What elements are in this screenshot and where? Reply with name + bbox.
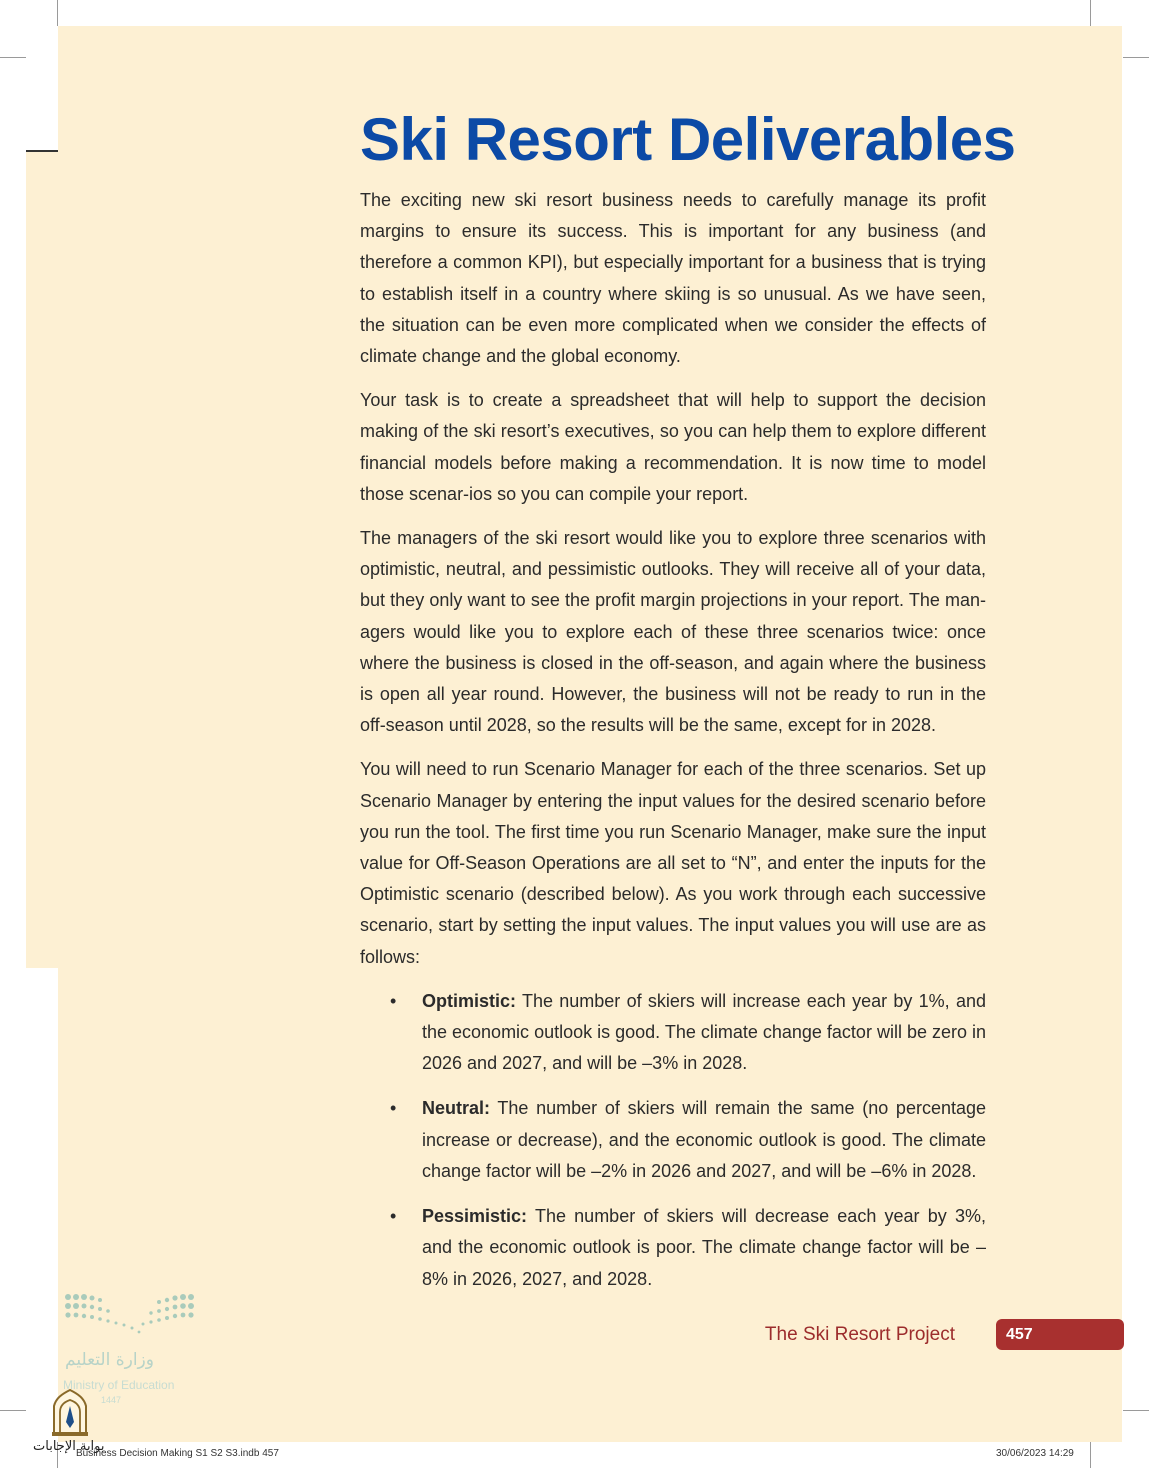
crop-mark <box>0 57 26 58</box>
list-item <box>360 986 986 1080</box>
crop-mark <box>0 1410 26 1411</box>
crop-mark <box>57 0 58 26</box>
dots-pattern-icon <box>63 1292 203 1340</box>
crop-mark <box>1090 0 1091 26</box>
scenario-text: The number of skiers will remain the same (no percentage increase or decrease), and the economic outlook is good. The climate change factor will be –2% in 2026 and 2027, and will be –6% in 2028. <box>422 1098 986 1181</box>
scenario-text: The number of skiers will increase each year by 1%, and the economic outlook is good. The climate change factor will be zero in 2026 and 2027, and will be –3% in 2028. <box>422 990 986 1074</box>
intro-paragraph: The exciting new ski resort business needs to carefully manage its profit margins to ensure its success. This is important for any business (and therefore a common KPI), but especially important for a business that is trying to establish itself in a country where skiing is so unusual. As we have seen, the situation can be even more complicated when we consider the effects of climate change and the global economy. <box>360 190 986 367</box>
scenario-label: Pessimistic: <box>422 1206 528 1227</box>
print-slug-date: 30/06/2023 14:29 <box>996 1448 1074 1459</box>
task-paragraph: Your task is to create a spreadsheet that will help to support the decision making of the ski resort’s executives, so you can help them to explore different financial models before making a recommendation. It is now time to model those scenar-ios so you can compile your report. <box>360 390 986 504</box>
scenarios-paragraph: The managers of the ski resort would like you to explore three scenarios with optimistic, neutral, and pessimistic outlooks. They will receive all of your data, but they only want to see the profit margin projections in your report. The man-agers would like you to explore each of these three scenarios twice: once where the business is closed in the off-season, and again where the business is open all year round. However, the business will not be ready to run in the off-season until 2028, so the results will be the same, except for in 2028. <box>360 528 986 736</box>
page-number-badge: 457 <box>996 1319 1124 1350</box>
list-item <box>360 1201 986 1295</box>
page-left-strip <box>26 150 58 968</box>
scenario-manager-paragraph: You will need to run Scenario Manager for each of the three scenarios. Set up Scenario Manager by entering the input values for the desired scenario before you run the tool. The first time you run Scenario Manager, make sure the input value for Off-Season Operations are all set to “N”, and enter the inputs for the Optimistic scenario (described below). As you work through each successive scenario, start by setting the input values. The input values you will use are as follows: <box>360 759 986 967</box>
logo-year: 1447 <box>101 1395 122 1405</box>
crop-mark <box>1123 57 1149 58</box>
bullet-icon: • <box>390 990 397 1011</box>
logo-arabic-name: وزارة التعليم <box>65 1350 154 1370</box>
bullet-icon: • <box>390 1206 397 1227</box>
scenario-text: The number of skiers will decrease each year by 3%, and the economic outlook is poor. The climate change factor will be –8% in 2026, 2027, and 2028. <box>422 1206 986 1289</box>
crop-mark <box>1090 1442 1091 1468</box>
bullet-icon: • <box>390 1098 397 1119</box>
page-title: Ski Resort Deliverables <box>360 106 1016 173</box>
lantern-icon <box>48 1388 92 1438</box>
logo-english-name: Ministry of Education <box>63 1378 175 1392</box>
list-item <box>360 1093 986 1187</box>
print-slug-file: Business Decision Making S1 S2 S3.indb 457 <box>76 1448 279 1459</box>
footer-section-title: The Ski Resort Project <box>764 1324 955 1345</box>
scenario-list <box>360 986 986 1295</box>
fold-mark <box>26 150 58 152</box>
main-content <box>360 185 986 1309</box>
crop-mark <box>1123 1410 1149 1411</box>
badge-text: بوابة الإجابات <box>33 1439 105 1454</box>
scenario-label: Optimistic: <box>422 990 517 1011</box>
scenario-label: Neutral: <box>422 1098 491 1119</box>
